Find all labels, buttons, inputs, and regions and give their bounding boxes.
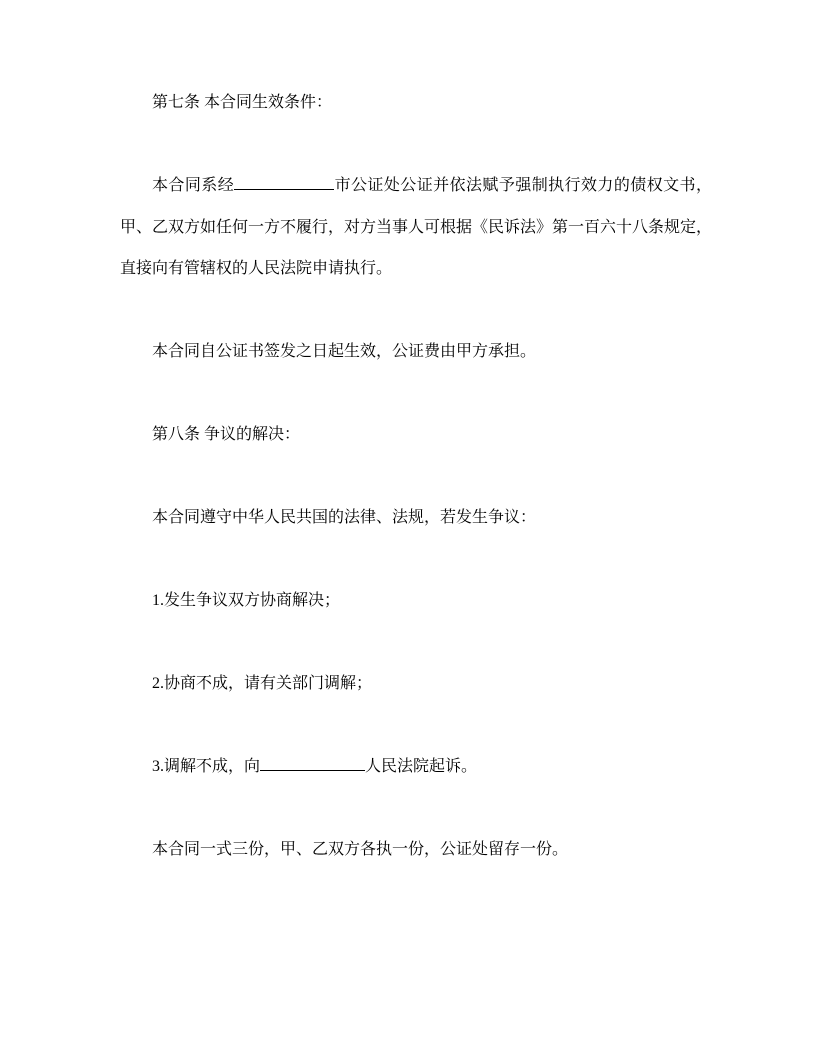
copies-clause bbox=[120, 829, 712, 871]
notarization-enforcement-clause bbox=[120, 165, 712, 290]
text-run: 本合同遵守中华人民共国的法律、法规，若发生争议： bbox=[152, 509, 537, 526]
text-run: 市公证处公证并依法赋予强制执行效力的债权文书，甲、乙双方如任何一方不履行，对方当事人可根据《民诉法》第一百六十八条规定，直接向有管辖权的人民法院申请执行。 bbox=[120, 177, 713, 277]
text-run: 本合同自公证书签发之日起生效，公证费由甲方承担。 bbox=[152, 343, 537, 360]
text-run: 第七条 本合同生效条件： bbox=[152, 94, 333, 111]
text-run: 3.调解不成，向 bbox=[152, 758, 261, 775]
text-run: 第八条 争议的解决： bbox=[152, 426, 301, 443]
dispute-law-clause bbox=[120, 497, 712, 539]
fill-in-blank-line bbox=[260, 770, 365, 771]
text-run: 本合同一式三份，甲、乙双方各执一份，公证处留存一份。 bbox=[152, 841, 569, 858]
text-run: 本合同系经 bbox=[152, 177, 235, 194]
fill-in-blank-line bbox=[234, 189, 334, 190]
dispute-item-2 bbox=[120, 663, 712, 705]
text-run: 2.协商不成，请有关部门调解； bbox=[152, 675, 373, 692]
text-run: 1.发生争议双方协商解决； bbox=[152, 592, 341, 609]
dispute-item-3 bbox=[120, 746, 712, 788]
article-7-heading bbox=[120, 82, 712, 124]
dispute-item-1 bbox=[120, 580, 712, 622]
text-run: 人民法院起诉。 bbox=[365, 758, 478, 775]
effective-date-clause bbox=[120, 331, 712, 373]
article-8-heading bbox=[120, 414, 712, 456]
document-page-content bbox=[120, 82, 712, 871]
